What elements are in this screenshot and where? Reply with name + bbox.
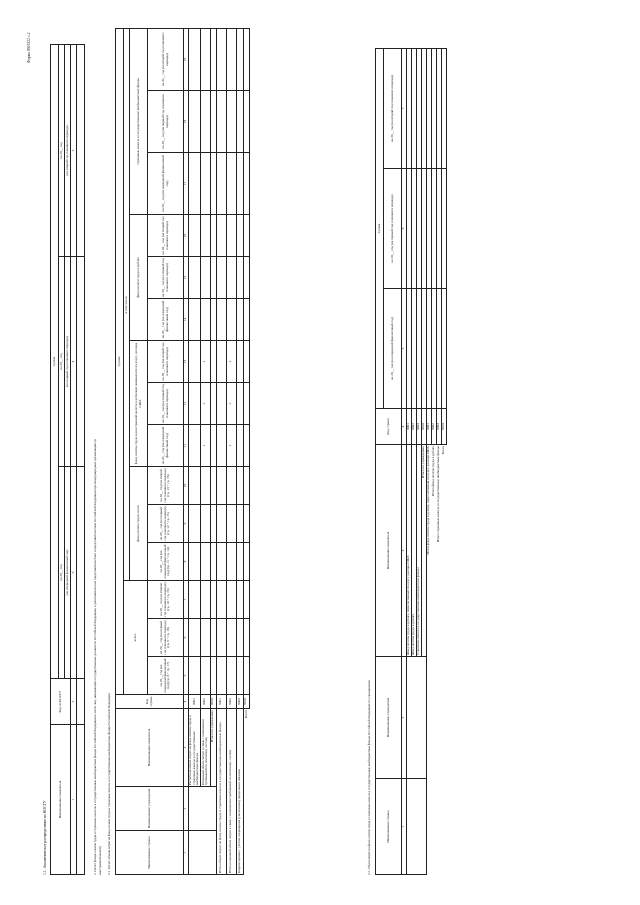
kosgu-colnum: 2 bbox=[71, 679, 77, 725]
inst-row-label: Страховые взносы в государственные внебюджетные фонды bbox=[417, 445, 422, 657]
fot-row-code: 0010 bbox=[210, 695, 216, 709]
fot-x-mark: x bbox=[200, 425, 210, 467]
fot-cell[interactable] bbox=[236, 215, 243, 257]
fot-x-mark: x bbox=[200, 341, 210, 383]
inst-row-code: 0001 bbox=[407, 409, 412, 445]
fot-header-insurance: страховые взносы в государственные внебюджетные фонды bbox=[130, 28, 148, 214]
fot-row-code: 0002 bbox=[200, 695, 210, 709]
fot-header-col8: на 20__ год (на очередной финансовый год) (гр. 11 + гр. 14) bbox=[148, 543, 184, 581]
fot-row-0002 bbox=[200, 28, 210, 874]
fot-colnum: 4 bbox=[184, 695, 189, 709]
fot-cell[interactable] bbox=[243, 505, 249, 543]
fot-cell[interactable] bbox=[189, 657, 201, 695]
kosgu-header-code: Код по КОСГУ bbox=[51, 679, 71, 725]
fot-cell[interactable] bbox=[243, 299, 249, 341]
fot-cell[interactable] bbox=[236, 383, 243, 425]
fot-header-institution: Наименование учреждения bbox=[116, 787, 184, 831]
fot-row-code: 0001 bbox=[189, 695, 201, 709]
inst-row-9010 bbox=[442, 48, 447, 874]
inst-cell[interactable] bbox=[442, 48, 447, 168]
fot-cell[interactable] bbox=[200, 657, 210, 695]
fot-row-label: Итого объем затрат на фонд оплаты труда и страховые взносы в государственные внебюджетные фонды bbox=[216, 709, 226, 875]
fot-cell[interactable] bbox=[243, 341, 249, 383]
inst-row-label: Фонд оплаты труда в рублях, пересчитанный по курсу доллара США bbox=[407, 445, 412, 657]
fot-cell[interactable] bbox=[216, 299, 226, 341]
inst-row-code: 9010 bbox=[442, 409, 447, 445]
inst-header-y1: на 20__ год (на очередной финансовый год) bbox=[384, 289, 402, 409]
fot-cell[interactable] bbox=[189, 543, 201, 581]
kosgu-header-year1: на 20__ год bbox=[59, 467, 65, 679]
fot-x-mark: x bbox=[226, 341, 236, 383]
fot-table bbox=[115, 28, 250, 875]
fot-header-col10: на 20__ год (на второй год планового периода) (гр. 13 + гр. 16) bbox=[148, 467, 184, 505]
fot-cell[interactable] bbox=[243, 91, 249, 153]
fot-cell[interactable] bbox=[216, 425, 226, 467]
fot-colnum: 8 bbox=[184, 543, 189, 581]
fot-row-label: Итого по учреждению bbox=[210, 709, 216, 787]
fot-header-col5: на 20__ год (на очередной финансовый год) (гр. 8 + гр. 17) bbox=[148, 657, 184, 695]
fot-cell[interactable] bbox=[216, 257, 226, 299]
fot-cell[interactable] bbox=[200, 619, 210, 657]
fot-header-fot-foreign: фонд оплаты труда в иностранной валюте в рублевом эквиваленте по курсу доллара США bbox=[130, 341, 148, 467]
inst-row-code: 9003 bbox=[437, 409, 442, 445]
fot-cell[interactable] bbox=[189, 505, 201, 543]
fot-cell[interactable] bbox=[200, 581, 210, 619]
fot-row-label: Плановый объем затрат в связи с изменением требований по штатному составу bbox=[200, 709, 210, 787]
inst-row-code: 0010 bbox=[422, 409, 427, 445]
fot-header-col17: на 20__ год (на очередной финансовый год) bbox=[148, 153, 184, 215]
kosgu-header-year3: на 20__ год bbox=[59, 44, 65, 256]
section-2-2-title: 2.2. Объем затрат на фонд оплаты труда и страховые взносы в государственные внебюджетные фонды Российской Федерации по учреждениям bbox=[367, 680, 371, 875]
fot-header-sum: Сумма bbox=[116, 28, 124, 694]
fot-header-fot-rub: фонд оплаты труда в рублях bbox=[130, 215, 148, 341]
inst-row-code: 9001 bbox=[427, 409, 432, 445]
fot-header-col19: на 20__ год (на второй год планового периода) bbox=[148, 28, 184, 90]
fot-cell[interactable] bbox=[200, 543, 210, 581]
inst-row-code: 9002 bbox=[432, 409, 437, 445]
fot-cell[interactable] bbox=[216, 215, 226, 257]
fot-cell[interactable] bbox=[226, 581, 236, 619]
fot-colnum: 16 bbox=[184, 215, 189, 257]
fot-colnum: 14 bbox=[184, 299, 189, 341]
fot-cell[interactable] bbox=[200, 299, 210, 341]
inst-colnum: 2 bbox=[402, 657, 407, 779]
fot-cell[interactable] bbox=[200, 28, 210, 90]
fot-row-code: 9003 bbox=[236, 695, 243, 709]
fot-colnum: 13 bbox=[184, 341, 189, 383]
fot-x-mark: x bbox=[226, 383, 236, 425]
inst-cell-institution[interactable] bbox=[407, 657, 427, 779]
fot-cell[interactable] bbox=[189, 383, 201, 425]
fot-cell[interactable] bbox=[236, 505, 243, 543]
kosgu-header-year3-sub: (на второй год планового периода) bbox=[65, 44, 71, 256]
fot-cell[interactable] bbox=[236, 28, 243, 90]
fot-cell[interactable] bbox=[189, 215, 201, 257]
inst-colnum: 3 bbox=[402, 445, 407, 657]
fot-row-9001 bbox=[216, 28, 226, 874]
fot-header-country: Наименование страны bbox=[116, 831, 184, 875]
fot-cell[interactable] bbox=[243, 543, 249, 581]
inst-header-row-code: Код строки bbox=[376, 409, 402, 445]
fot-cell-country[interactable] bbox=[189, 831, 217, 875]
kosgu-colnum: 3 bbox=[71, 467, 77, 679]
fot-header-col18: на 20__ год (на первый год планового периода) bbox=[148, 91, 184, 153]
fot-cell[interactable] bbox=[216, 153, 226, 215]
fot-cell[interactable] bbox=[189, 299, 201, 341]
fot-cell[interactable] bbox=[189, 467, 201, 505]
kosgu-colnum: 5 bbox=[71, 44, 77, 256]
fot-header-total: всего bbox=[124, 581, 148, 695]
kosgu-colnum: 4 bbox=[71, 257, 77, 467]
fot-cell[interactable] bbox=[216, 341, 226, 383]
fot-colnum: 5 bbox=[184, 657, 189, 695]
fot-colnum: 10 bbox=[184, 467, 189, 505]
fot-cell[interactable] bbox=[236, 257, 243, 299]
section-2-title: 2. Расчет фонда оплаты труда и страховых взносов в государственные внебюджетные фонды Российской Федерации в части лиц, замещающих государственные должности Российской Федерации, в дипломатических представительствах и представительствах Российской Федерации при международных организациях (в bbox=[93, 439, 97, 875]
fot-row-0001 bbox=[189, 28, 201, 874]
fot-header-row-code: Код строки bbox=[116, 695, 184, 709]
fot-cell[interactable] bbox=[216, 543, 226, 581]
inst-row-label: Всего bbox=[442, 445, 447, 875]
fot-cell[interactable] bbox=[200, 153, 210, 215]
fot-header-col14: на 20__ год (на очередной финансовый год) bbox=[148, 299, 184, 341]
fot-cell[interactable] bbox=[226, 657, 236, 695]
fot-header-indicator: Наименование показателя bbox=[116, 709, 184, 787]
inst-header-indicator: Наименование показателя bbox=[376, 445, 402, 657]
fot-row-code: 9002 bbox=[226, 695, 236, 709]
kosgu-header-year1-sub: (на очередной финансовый год) bbox=[65, 467, 71, 679]
fot-colnum: 17 bbox=[184, 153, 189, 215]
fot-cell[interactable] bbox=[200, 215, 210, 257]
fot-cell[interactable] bbox=[236, 581, 243, 619]
fot-row-9010 bbox=[243, 28, 249, 874]
inst-row-label: Итого фонд оплаты труда в рублях bbox=[432, 445, 437, 875]
fot-cell[interactable] bbox=[226, 215, 236, 257]
section-2-1-title: 2.1. Расчет объема затрат на фонд оплаты труда и страховые взносы в государственные внебюджетные фонды Российской Федерации bbox=[107, 693, 111, 875]
fot-cell[interactable] bbox=[243, 657, 249, 695]
fot-header-col12: на 20__ год (на первый год планового периода) bbox=[148, 383, 184, 425]
fot-cell[interactable] bbox=[243, 383, 249, 425]
fot-row-label: Расчетный объем затрат на фонд оплаты труда и страховые взносы в государственные внебюджетные фонды bbox=[189, 709, 201, 787]
fot-cell-institution[interactable] bbox=[189, 787, 217, 831]
fot-colnum: 2 bbox=[184, 787, 189, 831]
fot-cell[interactable] bbox=[216, 581, 226, 619]
fot-colnum: 15 bbox=[184, 257, 189, 299]
fot-colnum: 9 bbox=[184, 505, 189, 543]
fot-cell[interactable] bbox=[189, 28, 201, 90]
fot-cell[interactable] bbox=[226, 91, 236, 153]
fot-colnum: 6 bbox=[184, 619, 189, 657]
fot-cell[interactable] bbox=[226, 505, 236, 543]
kosgu-header-year2: на 20__ год bbox=[59, 257, 65, 467]
fot-row-code: 9001 bbox=[216, 695, 226, 709]
inst-row-code: 0003 bbox=[417, 409, 422, 445]
fot-cell[interactable] bbox=[200, 257, 210, 299]
fot-header-col16: на 20__ год (на второй год планового периода) bbox=[148, 215, 184, 257]
fot-colnum: 11 bbox=[184, 425, 189, 467]
inst-row-code: 0002 bbox=[412, 409, 417, 445]
fot-cell[interactable] bbox=[216, 657, 226, 695]
inst-row-label: Итого страховые взносы в государственные внебюджетные фонды bbox=[437, 445, 442, 875]
fot-header-col15: на 20__ год (на первый год планового периода) bbox=[148, 257, 184, 299]
kosgu-cell[interactable] bbox=[77, 257, 85, 467]
fot-cell[interactable] bbox=[243, 581, 249, 619]
fot-header-col9: на 20__ год (на первый год планового периода) (гр. 12 + гр. 15) bbox=[148, 505, 184, 543]
inst-colnum: 4 bbox=[402, 409, 407, 445]
kosgu-cell[interactable] bbox=[77, 725, 85, 875]
fot-cell[interactable] bbox=[236, 619, 243, 657]
fot-cell[interactable] bbox=[226, 28, 236, 90]
fot-cell[interactable] bbox=[236, 657, 243, 695]
section-1-1-title: 1.1. Аналитическое распределение по КОСГУ bbox=[43, 800, 47, 875]
fot-x-mark: x bbox=[226, 425, 236, 467]
fot-cell[interactable] bbox=[243, 467, 249, 505]
fot-cell[interactable] bbox=[226, 153, 236, 215]
fot-header-col6: на 20__ год (на первый год планового периода) (гр. 9 + гр. 18) bbox=[148, 619, 184, 657]
fot-cell[interactable] bbox=[216, 467, 226, 505]
fot-row-label: Всего bbox=[243, 709, 249, 875]
inst-header-sum: Сумма bbox=[376, 48, 384, 408]
fot-cell[interactable] bbox=[236, 91, 243, 153]
fot-colnum: 7 bbox=[184, 581, 189, 619]
inst-header-country: Наименование страны bbox=[376, 779, 402, 875]
fot-cell[interactable] bbox=[216, 28, 226, 90]
fot-header-col11: на 20__ год (на очередной финансовый год) bbox=[148, 425, 184, 467]
fot-cell[interactable] bbox=[236, 341, 243, 383]
inst-header-y3: на 20__ год (на второй год планового периода) bbox=[384, 48, 402, 168]
fot-cell[interactable] bbox=[200, 467, 210, 505]
inst-row-label: Итого по учреждению bbox=[422, 445, 427, 657]
fot-cell[interactable] bbox=[226, 299, 236, 341]
fot-cell[interactable] bbox=[189, 91, 201, 153]
fot-cell[interactable] bbox=[226, 257, 236, 299]
inst-header-y2: на 20__ год (на первый год планового периода) bbox=[384, 169, 402, 289]
fot-cell[interactable] bbox=[236, 299, 243, 341]
kosgu-colnum: 1 bbox=[71, 725, 77, 875]
fot-cell[interactable] bbox=[216, 505, 226, 543]
fot-cell[interactable] bbox=[243, 257, 249, 299]
fot-cell[interactable] bbox=[226, 619, 236, 657]
fot-cell[interactable] bbox=[243, 215, 249, 257]
fot-cell[interactable] bbox=[189, 257, 201, 299]
fot-cell[interactable] bbox=[236, 543, 243, 581]
kosgu-table bbox=[50, 44, 85, 875]
fot-cell[interactable] bbox=[189, 153, 201, 215]
fot-cell[interactable] bbox=[189, 425, 201, 467]
fot-cell[interactable] bbox=[189, 341, 201, 383]
institutions-table bbox=[375, 48, 447, 875]
fot-cell[interactable] bbox=[200, 505, 210, 543]
fot-header-fot-total: фонд оплаты труда, всего bbox=[130, 467, 148, 581]
kosgu-cell[interactable] bbox=[77, 44, 85, 256]
kosgu-header-name: Наименование показателя bbox=[51, 725, 71, 875]
fot-cell[interactable] bbox=[216, 619, 226, 657]
fot-cell[interactable] bbox=[189, 619, 201, 657]
inst-cell-country[interactable] bbox=[407, 779, 427, 875]
inst-row-label: Итого фонд оплаты труда в рублях, пересчитанный по курсу доллара США bbox=[427, 445, 432, 875]
inst-colnum: 1 bbox=[402, 779, 407, 875]
fot-header-col13: на 20__ год (на второй год планового периода) bbox=[148, 341, 184, 383]
fot-cell[interactable] bbox=[200, 91, 210, 153]
fot-header-col7: на 20__ год (на второй год планового периода) (гр. 10 + гр. 19) bbox=[148, 581, 184, 619]
inst-colnum: 5 bbox=[402, 289, 407, 409]
fot-cell[interactable] bbox=[243, 425, 249, 467]
inst-colnum: 7 bbox=[402, 48, 407, 168]
fot-row-label: Корректировка с учетом сокращения (увеличения) предельных объемов bbox=[236, 709, 243, 875]
fot-colnum: 18 bbox=[184, 91, 189, 153]
fot-cell[interactable] bbox=[236, 425, 243, 467]
kosgu-cell[interactable] bbox=[77, 679, 85, 725]
fot-cell[interactable] bbox=[216, 383, 226, 425]
fot-cell[interactable] bbox=[236, 153, 243, 215]
kosgu-cell[interactable] bbox=[77, 467, 85, 679]
kosgu-header-sum: Сумма bbox=[51, 44, 59, 678]
fot-cell[interactable] bbox=[226, 543, 236, 581]
fot-row-9003 bbox=[236, 28, 243, 874]
fot-row-code: 9010 bbox=[243, 695, 249, 709]
fot-colnum: 3 bbox=[184, 709, 189, 787]
fot-x-mark: x bbox=[200, 383, 210, 425]
fot-cell[interactable] bbox=[236, 467, 243, 505]
fot-colnum: 19 bbox=[184, 28, 189, 90]
fot-cell[interactable] bbox=[243, 153, 249, 215]
fot-colnum: 1 bbox=[184, 831, 189, 875]
section-2-title-line2: иностранной валюте) bbox=[98, 845, 102, 875]
fot-cell[interactable] bbox=[243, 28, 249, 90]
inst-colnum: 6 bbox=[402, 169, 407, 289]
fot-row-label: Итого плановый объем затрат в связи с изменением требований по штатному составу bbox=[226, 709, 236, 875]
fot-cell[interactable] bbox=[243, 619, 249, 657]
kosgu-header-year2-sub: (на первый год планового периода) bbox=[65, 257, 71, 467]
inst-row-label: Фонд оплаты труда в рублях bbox=[412, 445, 417, 657]
fot-cell[interactable] bbox=[216, 91, 226, 153]
fot-row-9002 bbox=[226, 28, 236, 874]
fot-header-including: в том числе: bbox=[124, 28, 130, 580]
inst-cell[interactable] bbox=[442, 289, 447, 409]
inst-header-institution: Наименование учреждения bbox=[376, 657, 402, 779]
fot-cell[interactable] bbox=[226, 467, 236, 505]
form-code: Форма 0503322 с.2 bbox=[27, 32, 31, 63]
fot-colnum: 12 bbox=[184, 383, 189, 425]
inst-cell[interactable] bbox=[442, 169, 447, 289]
fot-cell[interactable] bbox=[189, 581, 201, 619]
